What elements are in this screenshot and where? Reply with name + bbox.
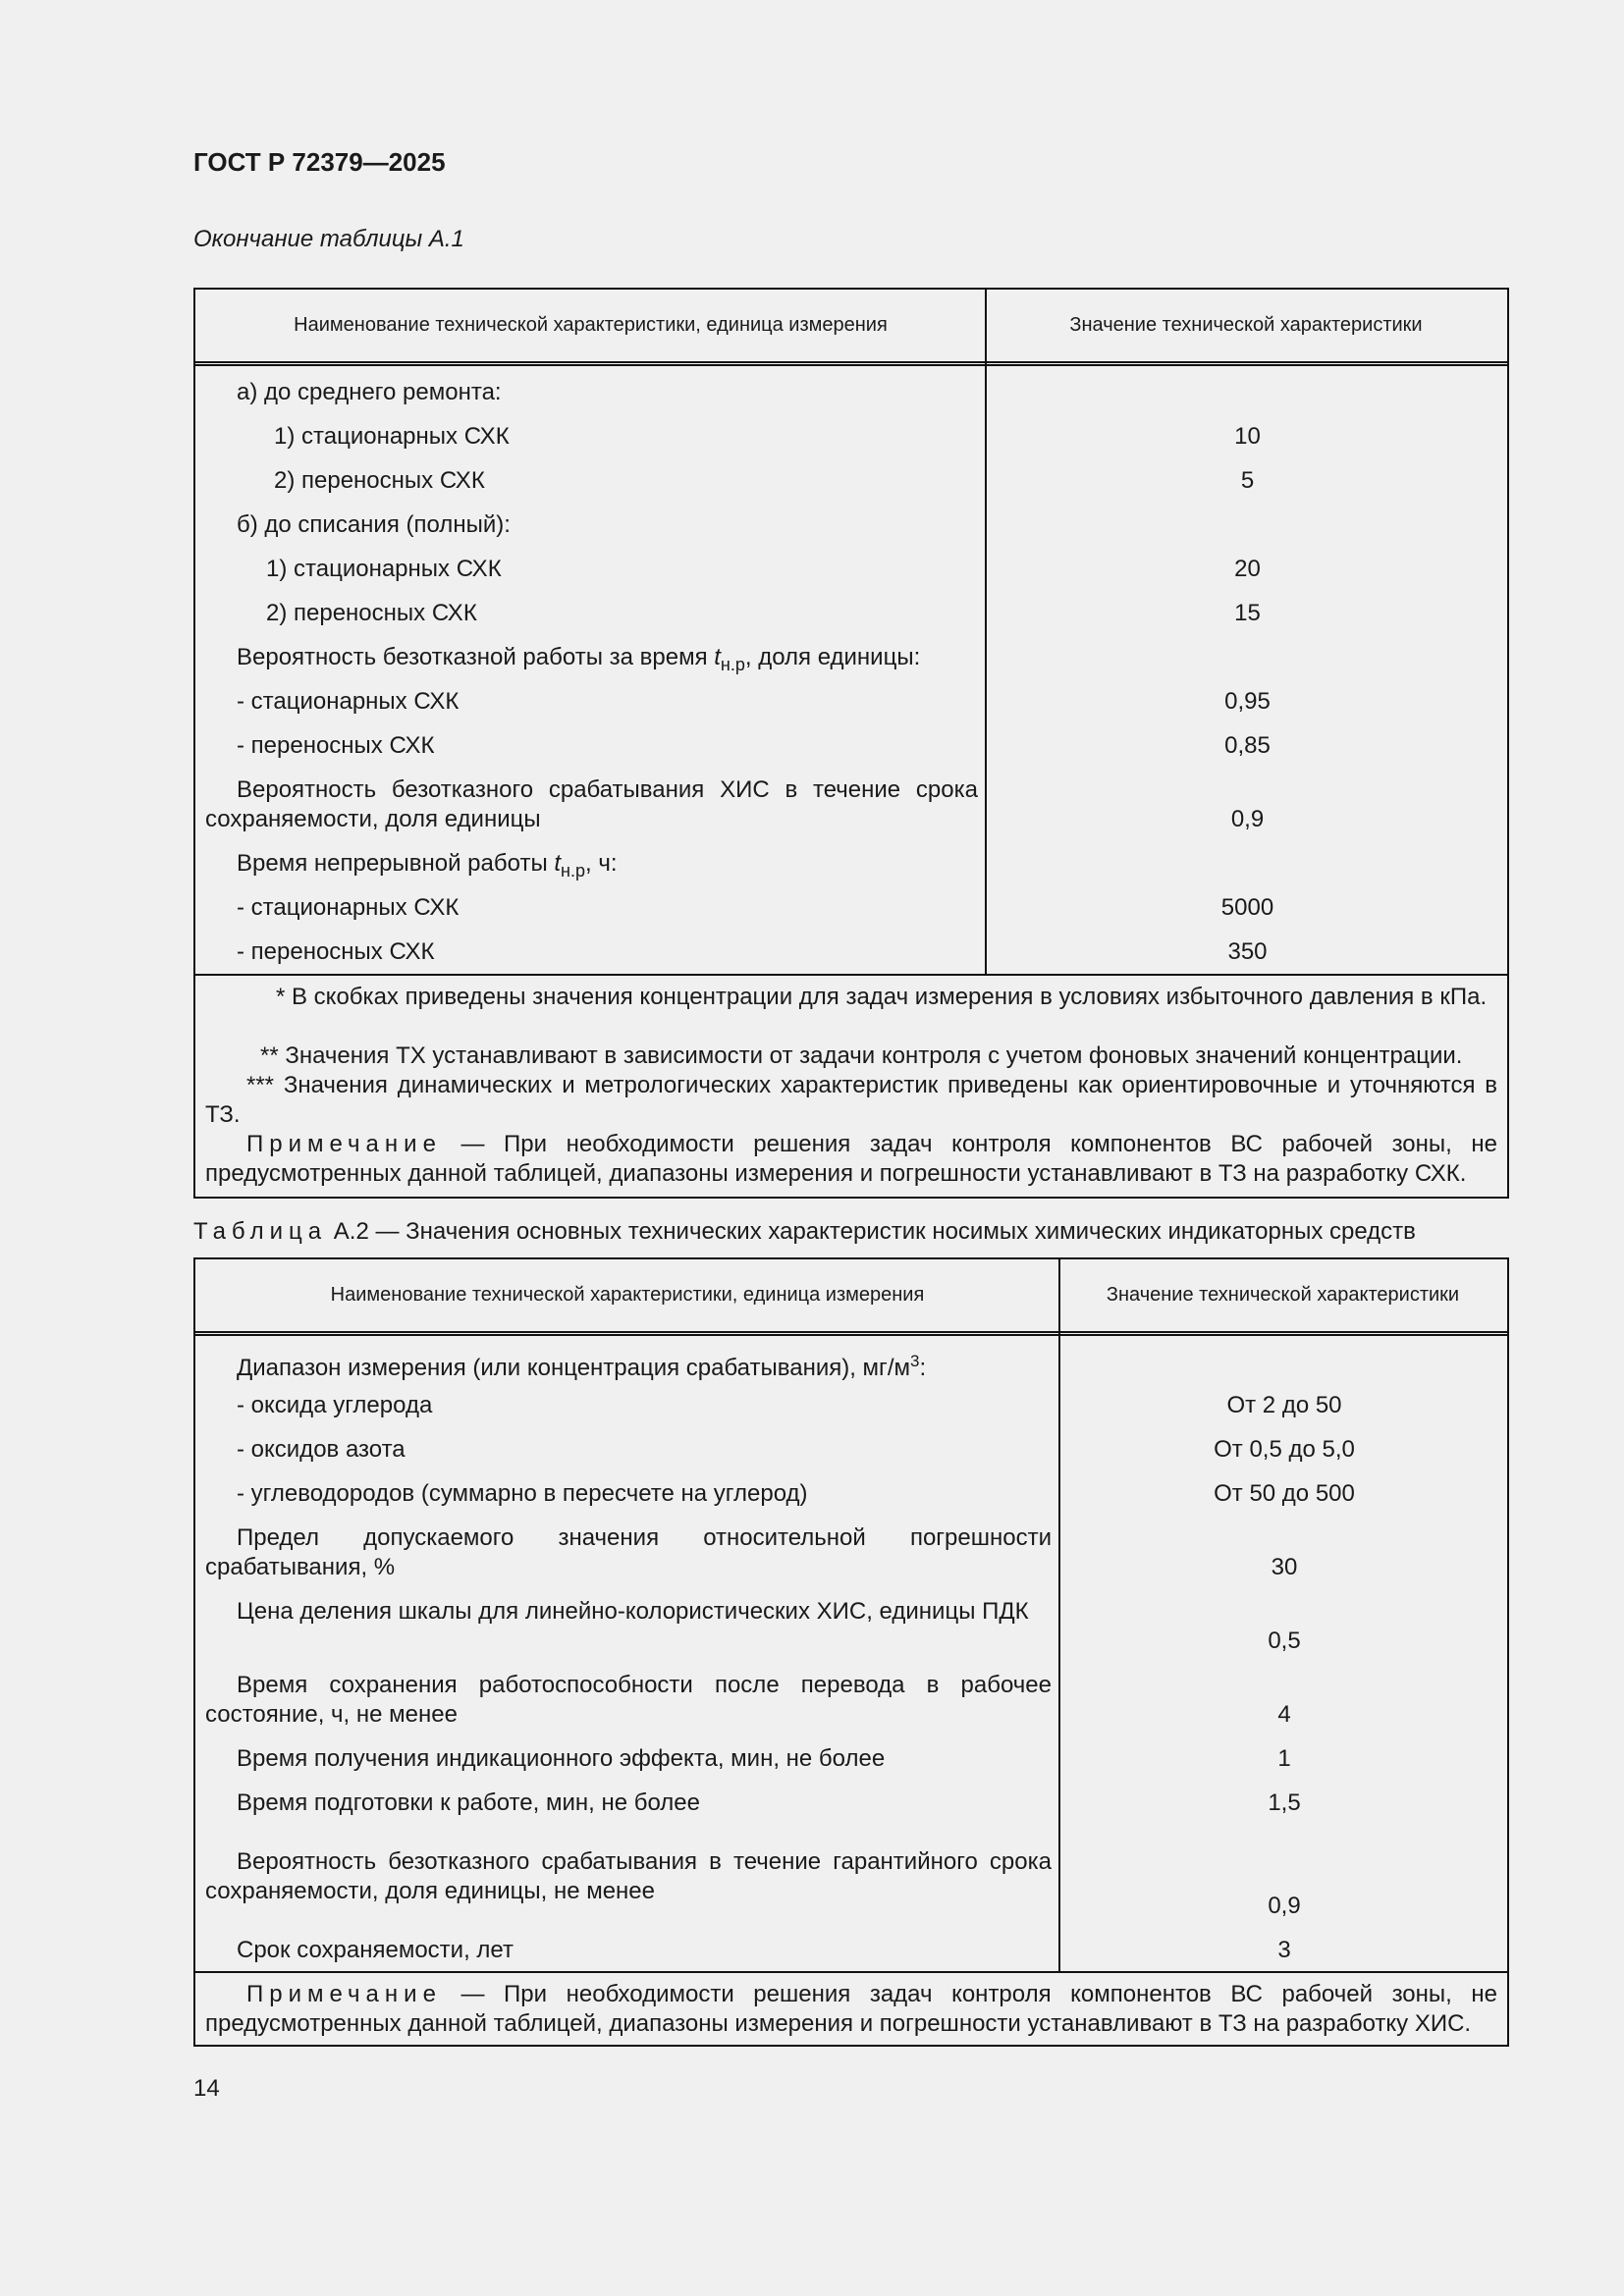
page-number: 14 xyxy=(193,2075,220,2102)
table-row: Диапазон измерения (или концентрация срабатывания), $мг/м^3$: xyxy=(237,1352,927,1381)
footnote-2: ** Значения ТХ устанавливают в зависимости от задачи контроля с учетом фоновых значений концентрации. xyxy=(260,1042,1463,1069)
table-row: - оксида углерода xyxy=(237,1392,433,1418)
table-cell-value: 3 xyxy=(1277,1937,1291,1963)
table-cell-value: 0,85 xyxy=(1224,732,1271,759)
table-a1-col-name-header: Наименование технической характеристики, единица измерения xyxy=(294,314,888,336)
table-a1-header xyxy=(195,290,1507,366)
table-a1-footnotes-divider xyxy=(195,974,1507,976)
table-row: - стационарных СХК xyxy=(237,688,460,715)
table-row: 1) стационарных СХК xyxy=(266,556,502,582)
table-row: Время непрерывной работы $t_{н.р}$, ч: xyxy=(237,850,618,881)
table-row: 2) переносных СХК xyxy=(266,600,477,626)
table-a2-note-divider xyxy=(195,1971,1507,1973)
table-a2-caption: Таблица А.2 — Значения основных технических характеристик носимых химических индикаторных средств xyxy=(193,1218,1416,1245)
table-a2 xyxy=(193,1257,1509,2047)
table-cell-value: 30 xyxy=(1271,1554,1298,1580)
table-row: Время подготовки к работе, мин, не более xyxy=(237,1789,700,1816)
table-row: - переносных СХК xyxy=(237,732,435,759)
table-a1-note: Примечание — При необходимости решения задач контроля компонентов ВС рабочей зоны, не предусмотренных данной таблицей, диапазоны измерения и погрешности устанавливают в ТЗ на разработку СХК. xyxy=(205,1131,1497,1187)
footnote-1: * В скобках приведены значения концентрации для задач измерения в условиях избыточного давления в кПа. xyxy=(276,984,1488,1010)
table-row: - переносных СХК xyxy=(237,938,435,965)
table-cell-value: 0,9 xyxy=(1230,806,1265,832)
table-a2-note: Примечание — При необходимости решения задач контроля компонентов ВС рабочей зоны, не предусмотренных данной таблицей, диапазоны измерения и погрешности устанавливают в ТЗ на разработку ХИС. xyxy=(205,1981,1497,2037)
table-cell-value: От 50 до 500 xyxy=(1214,1480,1355,1507)
table-cell-value: 5 xyxy=(1240,467,1255,494)
table-cell-value: От 0,5 до 5,0 xyxy=(1214,1436,1355,1463)
table-row: 2) переносных СХК xyxy=(274,467,485,494)
table-cell-value: 0,5 xyxy=(1268,1628,1301,1654)
table-cell-value: 15 xyxy=(1234,600,1261,626)
table-row: Время получения индикационного эффекта, мин, не более xyxy=(237,1745,886,1772)
table-row: Время сохранения работоспособности после перевода в рабочее состояние, ч, не менее xyxy=(205,1672,1052,1728)
table-cell-value: 1 xyxy=(1277,1745,1291,1772)
table-row: 1) стационарных СХК xyxy=(274,423,510,450)
table-cell-value: 1,5 xyxy=(1268,1789,1301,1816)
table-row: Вероятность безотказной работы за время $t_{н.р}$, доля единицы: xyxy=(237,644,921,674)
table-cell-value: 4 xyxy=(1277,1701,1291,1728)
table-row: Срок сохраняемости, лет xyxy=(237,1937,514,1963)
table-a2-col-value-header: Значение технической характеристики xyxy=(1106,1284,1460,1306)
table-row: - углеводородов (суммарно в пересчете на углерод) xyxy=(237,1480,808,1507)
footnote-3: *** Значения динамических и метрологических характеристик приведены как ориентировочные и уточняются в ТЗ. xyxy=(205,1072,1497,1128)
table-cell-value: От 2 до 50 xyxy=(1226,1392,1342,1418)
table-row: - стационарных СХК xyxy=(237,894,460,921)
table-cell-value: 0,9 xyxy=(1268,1893,1301,1919)
table-row: а) до среднего ремонта: xyxy=(237,379,502,405)
table-cell-value: 10 xyxy=(1234,423,1261,450)
table-cell-value: 5000 xyxy=(1220,894,1274,921)
table-row: - оксидов азота xyxy=(237,1436,406,1463)
table-row: Вероятность безотказного срабатывания в течение гарантийного срока сохраняемости, доля единицы, не менее xyxy=(205,1848,1052,1904)
table-a1-column-divider xyxy=(985,290,987,975)
table-cell-value: 20 xyxy=(1234,556,1261,582)
table-a2-column-divider xyxy=(1058,1259,1060,1972)
table-a2-header xyxy=(195,1259,1507,1336)
table-cell-value: 350 xyxy=(1227,938,1268,965)
document-code: ГОСТ Р 72379—2025 xyxy=(193,147,446,177)
table-cell-value: 0,95 xyxy=(1224,688,1271,715)
table-row: Вероятность безотказного срабатывания ХИС в течение срока сохраняемости, доля единицы xyxy=(205,776,978,832)
table-row: Цена деления шкалы для линейно-колористических ХИС, единицы ПДК xyxy=(237,1598,1029,1625)
table-row: б) до списания (полный): xyxy=(237,511,511,538)
table-a2-col-name-header: Наименование технической характеристики, единица измерения xyxy=(330,1284,925,1306)
table-a1 xyxy=(193,288,1509,1199)
table-a1-col-value-header: Значение технической характеристики xyxy=(1069,314,1423,336)
table-continuation-label: Окончание таблицы А.1 xyxy=(193,226,464,252)
table-row: Предел допускаемого значения относительной погрешности срабатывания, % xyxy=(205,1524,1052,1580)
